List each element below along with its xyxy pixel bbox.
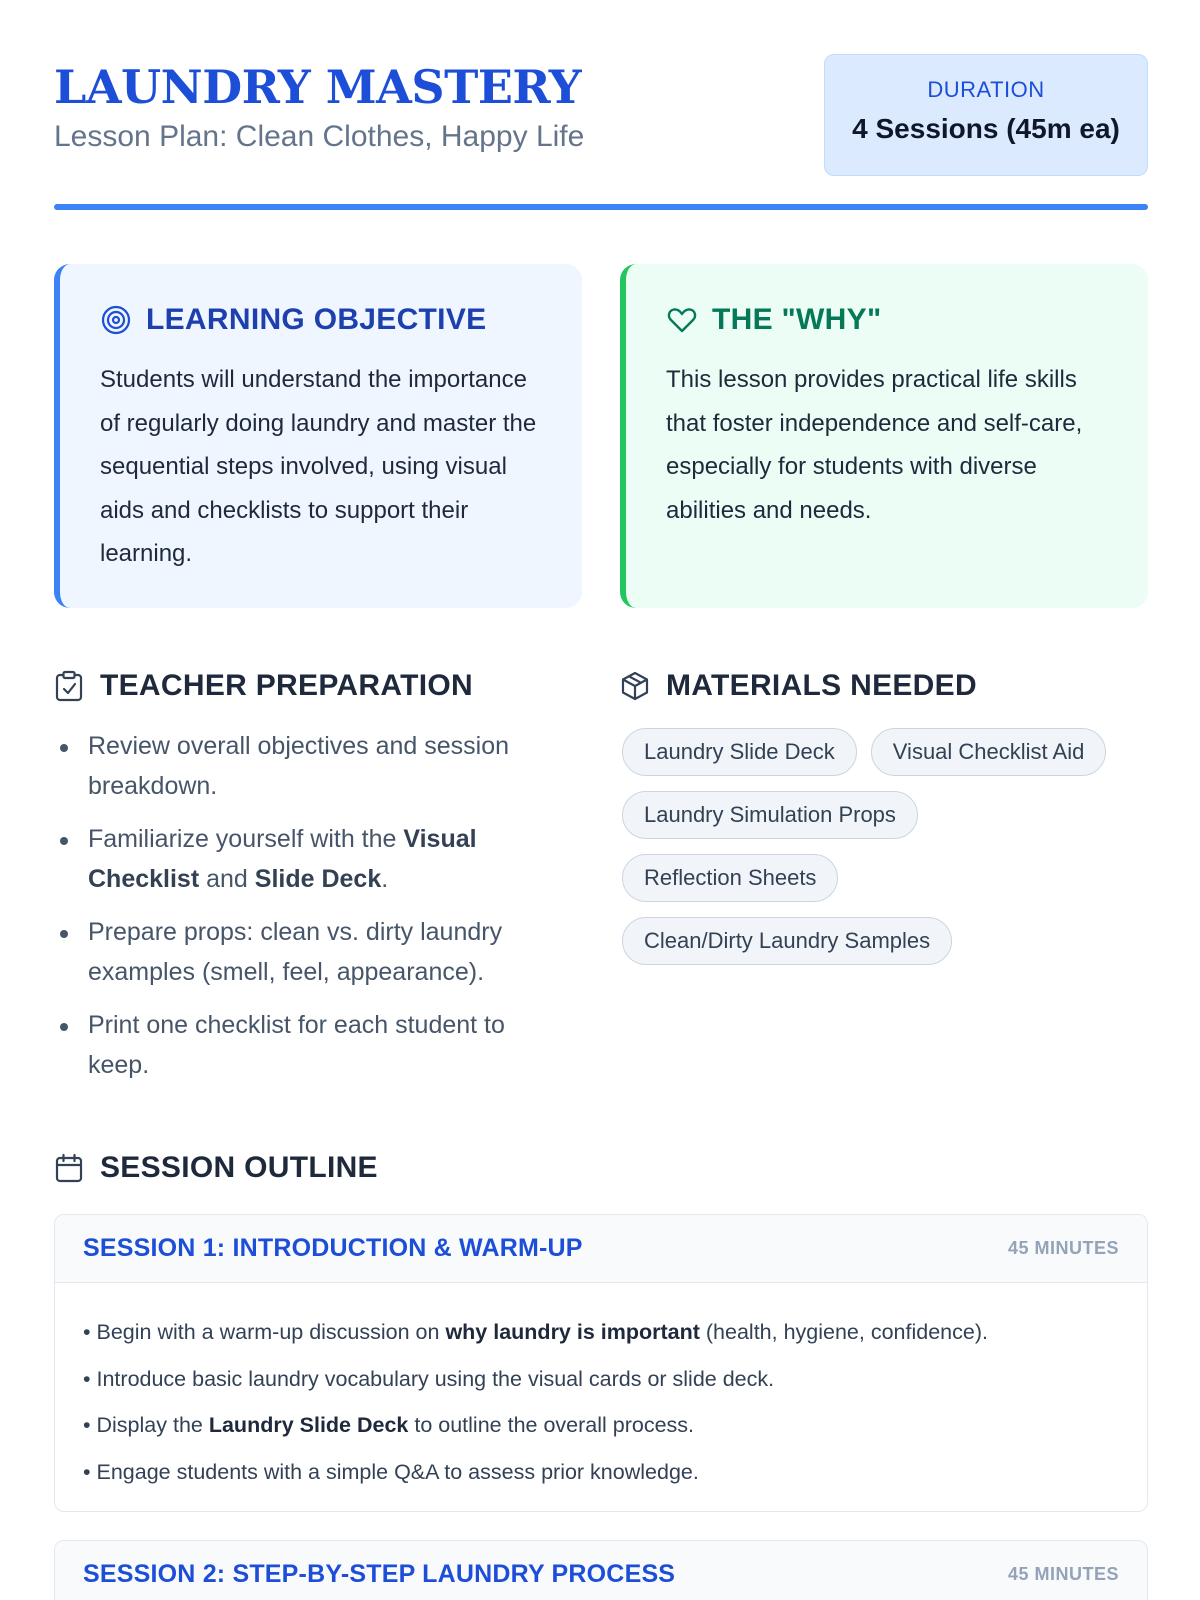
session-activity [83, 1309, 1119, 1356]
material-chip: Laundry Slide Deck [622, 728, 857, 776]
materials-list [622, 728, 1148, 980]
session-outline-title: SESSION OUTLINE [100, 1151, 378, 1184]
session-duration: 45 MINUTES [1007, 1238, 1119, 1258]
teacher-preparation-list [54, 726, 554, 1098]
emphasis-text: Visual Checklist [88, 825, 477, 893]
target-icon [100, 304, 132, 336]
text-run: • Introduce basic laundry vocabulary using the visual cards or slide deck. [83, 1366, 775, 1391]
text-run: to outline the overall process. [408, 1413, 695, 1437]
lesson-plan-page [54, 0, 1148, 1600]
emphasis-text: Laundry Slide Deck [208, 1413, 409, 1437]
why-card [620, 264, 1148, 608]
why-title: THE "WHY" [712, 303, 882, 336]
learning-objective-text: Students will understand the importance of regularly doing laundry and master the sequential steps involved, using visual aids and checklists to support their learning. [100, 366, 537, 567]
text-run: • Begin with a warm-up discussion on [83, 1320, 446, 1344]
list-item [54, 912, 554, 992]
session-title: SESSION 2: STEP-BY-STEP LAUNDRY PROCESS [83, 1560, 676, 1588]
learning-objective-card [54, 264, 582, 608]
heart-icon [666, 304, 698, 336]
session-outline-heading [54, 1148, 378, 1188]
learning-objective-title: LEARNING OBJECTIVE [146, 303, 487, 336]
text-run: • Display the [83, 1413, 209, 1437]
header [54, 54, 1148, 210]
teacher-preparation-title: TEACHER PREPARATION [100, 669, 473, 702]
package-icon [620, 670, 650, 702]
text-run: (health, hygiene, confidence). [699, 1320, 988, 1344]
session-header [55, 1541, 1147, 1600]
emphasis-text: Slide Deck [254, 865, 382, 893]
page-subtitle: Lesson Plan: Clean Clothes, Happy Life [54, 120, 585, 153]
clipboard-check-icon [54, 670, 84, 702]
text-run: Prepare props: clean vs. dirty laundry examples (smell, feel, appearance). [88, 918, 503, 986]
material-chip: Visual Checklist Aid [871, 728, 1107, 776]
list-item [54, 1005, 554, 1085]
session-activities [55, 1283, 1147, 1495]
text-run: • Engage students with a simple Q&A to assess prior knowledge. [83, 1459, 699, 1484]
session-card [54, 1540, 1148, 1600]
duration-badge [824, 54, 1148, 176]
session-activity [83, 1449, 1119, 1496]
text-run: Familiarize yourself with the [88, 825, 404, 853]
emphasis-text: why laundry is important [445, 1320, 700, 1344]
duration-value: 4 Sessions (45m ea) [852, 113, 1120, 144]
why-text: This lesson provides practical life skills that foster independence and self-care, especially for students with diverse abilities and needs. [666, 366, 1083, 524]
session-header [55, 1215, 1147, 1283]
material-chip: Reflection Sheets [622, 854, 838, 902]
materials-title: MATERIALS NEEDED [666, 669, 977, 702]
text-run: and [199, 865, 255, 893]
list-item [54, 726, 554, 806]
text-run: Print one checklist for each student to keep. [88, 1011, 505, 1079]
material-chip: Laundry Simulation Props [622, 791, 918, 839]
calendar-icon [54, 1152, 84, 1184]
session-title: SESSION 1: INTRODUCTION & WARM-UP [83, 1234, 583, 1262]
page-title: LAUNDRY MASTERY [54, 60, 582, 114]
session-activity [83, 1356, 1119, 1403]
text-run: Review overall objectives and session breakdown. [88, 732, 510, 800]
list-item [54, 819, 554, 899]
material-chip: Clean/Dirty Laundry Samples [622, 917, 952, 965]
teacher-preparation-heading [54, 666, 473, 706]
header-divider [54, 204, 1148, 210]
session-duration: 45 MINUTES [1007, 1564, 1119, 1584]
duration-label: DURATION [927, 77, 1045, 102]
text-run: . [381, 865, 389, 893]
materials-heading [620, 666, 977, 706]
session-card [54, 1214, 1148, 1512]
session-activity [83, 1402, 1119, 1449]
